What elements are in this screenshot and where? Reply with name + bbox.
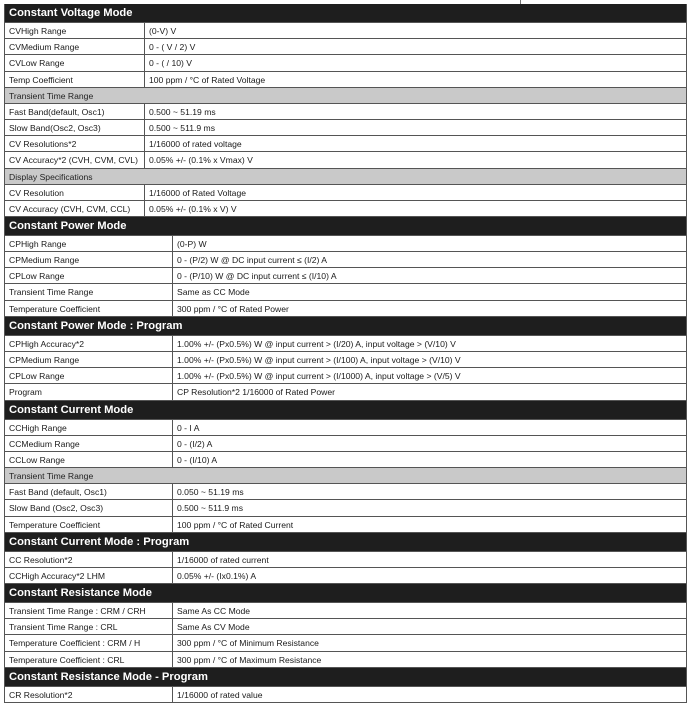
section-constant-current-mode-program [4,533,687,584]
section-title: Constant Power Mode : Program [5,317,686,336]
spec-label: Fast Band(default, Osc1) [5,104,145,119]
spec-row [5,635,686,651]
section-title: Constant Power Mode [5,217,686,236]
spec-value: Same As CV Mode [177,622,250,633]
spec-label: CPMedium Range [5,252,173,267]
section-constant-power-mode-program [4,317,687,401]
spec-label: Transient Time Range [5,284,173,299]
subsection-header: Display Specifications [5,169,686,185]
spec-row [5,236,686,252]
spec-label: CPMedium Range [5,352,173,367]
spec-value: 0.05% +/- (Ix0.1%) A [177,570,257,581]
spec-row [5,652,686,668]
spec-label: Temp Coefficient [5,72,145,87]
spec-row [5,185,686,201]
spec-label: CVLow Range [5,55,145,70]
spec-row [5,284,686,300]
spec-label: CPLow Range [5,368,173,383]
spec-row [5,104,686,120]
spec-row [5,687,686,703]
spec-value: 0.05% +/- (0.1% x V) V [149,203,237,214]
spec-label: Temperature Coefficient [5,517,173,532]
spec-label: Temperature Coefficient : CRM / H [5,635,173,650]
spec-value: 0.050 ~ 51.19 ms [177,487,244,498]
spec-label: CR Resolution*2 [5,687,173,702]
spec-row [5,336,686,352]
spec-value: 300 ppm / °C of Minimum Resistance [177,638,319,649]
spec-label: Transient Time Range : CRM / CRH [5,603,173,618]
spec-row [5,552,686,568]
section-constant-resistance-mode-program [4,668,687,703]
spec-row [5,619,686,635]
spec-label: Fast Band (default, Osc1) [5,484,173,499]
spec-value: (0-P) W [177,238,207,249]
spec-label: CV Resolution [5,185,145,200]
section-constant-power-mode [4,217,687,317]
spec-label: Slow Band (Osc2, Osc3) [5,500,173,515]
spec-row [5,500,686,516]
spec-label: CPHigh Range [5,236,173,251]
spec-value: 300 ppm / °C of Maximum Resistance [177,654,322,665]
spec-value: 1/16000 of rated current [177,554,269,565]
spec-value: CP Resolution*2 1/16000 of Rated Power [177,387,335,398]
spec-row [5,603,686,619]
spec-value: 1.00% +/- (Px0.5%) W @ input current > (I/20) A, input voltage > (V/10) V [177,338,456,349]
spec-row [5,39,686,55]
spec-value: 0 - ( V / 2) V [149,42,196,53]
section-title: Constant Current Mode [5,401,686,420]
spec-value: (0-V) V [149,26,177,36]
spec-row [5,55,686,71]
spec-value: 0 - (I/10) A [177,454,218,465]
spec-label: CCLow Range [5,452,173,467]
section-title: Constant Voltage Mode [5,4,686,23]
spec-row [5,152,686,168]
spec-value: 1/16000 of rated voltage [149,139,242,150]
spec-row [5,252,686,268]
spec-value: 100 ppm / °C of Rated Voltage [149,74,266,85]
section-title: Constant Resistance Mode - Program [5,668,686,687]
section-constant-current-mode [4,401,687,533]
spec-row [5,452,686,468]
spec-row [5,368,686,384]
spec-value: 0.500 ~ 511.9 ms [177,503,244,514]
spec-label: Slow Band(Osc2, Osc3) [5,120,145,135]
spec-label: Transient Time Range : CRL [5,619,173,634]
spec-row [5,23,686,39]
spec-row [5,517,686,533]
spec-value: 0 - (P/2) W @ DC input current ≤ (I/2) A [177,255,328,266]
spec-label: CV Accuracy*2 (CVH, CVM, CVL) [5,152,145,167]
spec-row [5,352,686,368]
spec-row [5,436,686,452]
spec-row [5,72,686,88]
spec-label: CPHigh Accuracy*2 [5,336,173,351]
spec-value: 0.05% +/- (0.1% x Vmax) V [149,155,253,166]
spec-value: 1/16000 of rated value [177,689,263,700]
spec-row [5,420,686,436]
spec-label: CVMedium Range [5,39,145,54]
spec-row [5,384,686,400]
spec-value: 300 ppm / °C of Rated Power [177,303,289,314]
spec-row [5,301,686,317]
spec-label: Temperature Coefficient : CRL [5,652,173,667]
spec-value: Same As CC Mode [177,606,251,617]
spec-value: 0 - I A [177,422,200,433]
spec-value: Same as CC Mode [177,287,250,298]
spec-label: CC Resolution*2 [5,552,173,567]
spec-label: CPLow Range [5,268,173,283]
spec-value: 1.00% +/- (Px0.5%) W @ input current > (I/100) A, input voltage > (V/10) V [177,355,461,365]
spec-value: 0.500 ~ 511.9 ms [149,122,216,133]
section-title: Constant Current Mode : Program [5,533,686,552]
spec-value: 1.00% +/- (Px0.5%) W @ input current > (I/1000) A, input voltage > (V/5) V [177,371,461,382]
spec-row [5,484,686,500]
spec-label: Temperature Coefficient [5,301,173,316]
spec-label: Program [5,384,173,399]
spec-table [4,4,687,703]
spec-value: 1/16000 of Rated Voltage [149,187,246,198]
section-constant-resistance-mode [4,584,687,668]
spec-label: CCHigh Range [5,420,173,435]
spec-value: 0 - (P/10) W @ DC input current ≤ (I/10) A [177,271,337,282]
spec-value: 100 ppm / °C of Rated Current [177,519,294,530]
spec-row [5,268,686,284]
spec-value: 0 - (I/2) A [177,438,213,449]
spec-row [5,120,686,136]
spec-value: 0 - ( / 10) V [149,58,192,69]
spec-value: 0.500 ~ 51.19 ms [149,106,216,117]
subsection-header: Transient Time Range [5,88,686,104]
spec-label: CCMedium Range [5,436,173,451]
spec-row [5,568,686,584]
spec-row [5,201,686,217]
section-constant-voltage-mode [4,4,687,217]
spec-label: CV Accuracy (CVH, CVM, CCL) [5,201,145,216]
spec-row [5,136,686,152]
spec-label: CV Resolutions*2 [5,136,145,151]
subsection-header: Transient Time Range [5,468,686,484]
section-title: Constant Resistance Mode [5,584,686,603]
spec-label: CCHigh Accuracy*2 LHM [5,568,173,583]
spec-label: CVHigh Range [5,23,145,38]
